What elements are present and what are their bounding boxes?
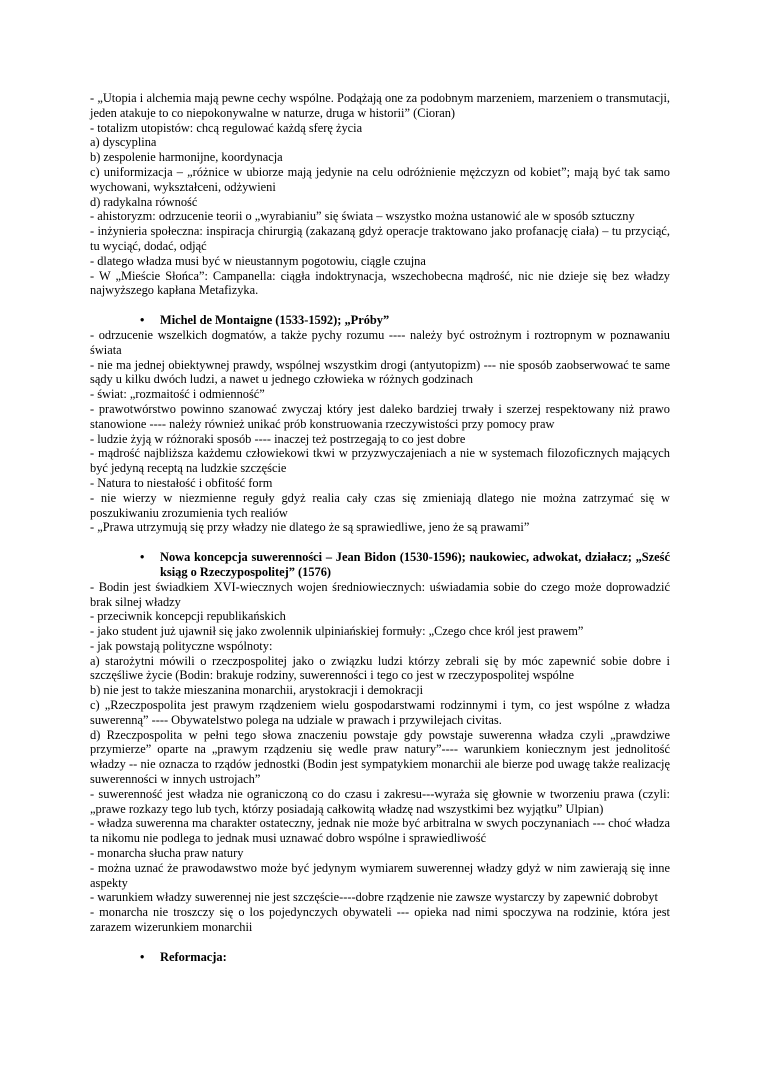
paragraph: - ludzie żyją w różnoraki sposób ---- inaczej też postrzegają to co jest dobre [90, 431, 466, 446]
paragraph: c) „Rzeczpospolita jest prawym rządzeniem wielu gospodarstwami rodzinnymi i tym, co jest wspólne z władza suwerenną” ---- Obywatelstwo polega na udziale w prawach i przywilejach civitas. [90, 698, 670, 727]
paragraph: a) starożytni mówili o rzeczpospolitej jako o związku ludzi którzy zebrali się by móc zapewnić sobie dobre i szczęśliwe życie (Bodin: brakuje rodziny, suwerenności i tego co jest w rzeczypospolitej wspólne [90, 653, 670, 683]
paragraph: - prawotwórstwo powinno szanować zwyczaj który jest daleko bardziej trwały i szerzej respektowany niż prawo stanowione ---- należy również unikać prób konstruowania rzeczywistości przy pomocy praw [90, 401, 670, 431]
paragraph: - „Utopia i alchemia mają pewne cechy wspólne. Podążają one za podobnym marzeniem, marzeniem o transmutacji, jeden atakuje to co niepokonywalne w naturze, druga w historii” (Cioran) [90, 91, 670, 120]
section-heading [90, 550, 670, 580]
paragraph: - W „Mieście Słońca”: Campanella: ciągła indoktrynacja, wszechobecna mądrość, nic nie dzieje się bez władzy najwyższego kapłana Metafizyka. [90, 268, 670, 298]
paragraph: b) zespolenie harmonijne, koordynacja [90, 150, 283, 165]
heading-text: Reformacja: [160, 949, 227, 964]
paragraph: - suwerenność jest władza nie ograniczoną co do czasu i zakresu---wyraża się głownie w tworzeniu prawa (czyli: „prawe rozkazy tego lub tych, którzy posiadają całkowitą władzę nad wszystkimi bez wyjątku” Ulpian) [90, 786, 670, 816]
section-montaigne [90, 313, 670, 535]
paragraph: - nie wierzy w niezmienne reguły gdyż realia cały czas się zmieniają dlatego nie można zatrzymać się w poszukiwaniu zrozumienia tych realiów [90, 490, 670, 520]
paragraph: - „Prawa utrzymują się przy władzy nie dlatego że są sprawiedliwe, jeno że są prawami” [90, 520, 530, 535]
paragraph: - Natura to niestałość i obfitość form [90, 475, 273, 490]
paragraph: d) radykalna równość [90, 194, 198, 209]
paragraph: - jako student już ujawnił się jako zwolennik ulpiniańskiej formuły: „Czego chce król jest prawem” [90, 624, 584, 639]
paragraph: - dlatego władza musi być w nieustannym pogotowiu, ciągle czujna [90, 253, 426, 268]
bullet-icon: • [140, 313, 145, 328]
paragraph: - inżynieria społeczna: inspiracja chirurgią (zakazaną gdyż operacje traktowano jako profanację ciała) – tu przyciąć, tu wyciąć, dodać, odjąć [90, 224, 670, 253]
section-bodin [90, 550, 670, 935]
paragraph: a) dyscyplina [90, 135, 157, 150]
paragraph: - monarcha nie troszczy się o los pojedynczych obywateli --- opieka nad nimi spoczywa na rodzinie, która jest zarazem wizerunkiem monarchii [90, 905, 670, 935]
paragraph: - warunkiem władzy suwerennej nie jest szczęście----dobre rządzenie nie zawsze wystarczy by zapewnić dobrobyt [90, 890, 658, 905]
paragraph: - mądrość najbliższa każdemu człowiekowi tkwi w przyzwyczajeniach a nie w systemach filozoficznych mających być jedyną receptą na ludzkie szczęście [90, 446, 670, 476]
section-heading [90, 950, 670, 965]
bullet-icon: • [140, 550, 145, 565]
bullet-icon: • [140, 949, 145, 964]
heading-text: Nowa koncepcja suwerenności – Jean Bidon (1530-1596); naukowiec, adwokat, działacz; „Sześć ksiąg o Rzeczypospolitej” (1576) [160, 550, 670, 579]
paragraph: b) nie jest to także mieszanina monarchii, arystokracji i demokracji [90, 683, 424, 698]
paragraph: - jak powstają polityczne wspólnoty: [90, 638, 273, 653]
paragraph: - nie ma jednej obiektywnej prawdy, wspólnej wszystkim drogi (antyutopizm) --- nie sposób zaobserwować te same sądy u kilku dwóch ludzi, a nawet u jednego człowieka w różnych godzinach [90, 357, 670, 387]
paragraph: - odrzucenie wszelkich dogmatów, a także pychy rozumu ---- należy być ostrożnym i roztropnym w poznawaniu świata [90, 327, 670, 357]
heading-text: Michel de Montaigne (1533-1592); „Próby” [160, 313, 390, 328]
section-reformacja [90, 950, 670, 965]
paragraph: d) Rzeczpospolita w pełni tego słowa znaczeniu powstaje gdy powstaje suwerenna władza czyli „prawdziwe przymierze” oparte na „prawym rządzeniu się wedle praw natury”---- warunkiem koniecznym jest jednolitość władzy -- nie oznacza to rządów jednostki (Bodin jest sympatykiem monarchii ale bierze pod uwagę także realizację suwerenności w innych ustrojach” [90, 727, 670, 787]
paragraph: - świat: „rozmaitość i odmienność” [90, 387, 265, 402]
section-heading [90, 313, 670, 328]
paragraph: - władza suwerenna ma charakter ostateczny, jednak nie może być arbitralna w swych poczynaniach --- choć władza ta nikomu nie podlega to jednak musi uznawać dobro wspólne i sprawiedliwość [90, 816, 670, 846]
paragraph: c) uniformizacja – „różnice w ubiorze mają jedynie na celu odróżnienie mężczyzn od kobiet”; mają być tak samo wychowani, wykształceni, odżywieni [90, 164, 670, 194]
paragraph: - totalizm utopistów: chcą regulować każdą sferę życia [90, 120, 363, 135]
document-page [90, 91, 670, 965]
paragraph: - ahistoryzm: odrzucenie teorii o „wyrabianiu” się świata – wszystko można ustanowić ale w sposób sztuczny [90, 209, 635, 224]
paragraph: - można uznać że prawodawstwo może być jedynym wymiarem suwerennej władzy gdyż w nim zawierają się inne aspekty [90, 860, 670, 890]
paragraph: - przeciwnik koncepcji republikańskich [90, 609, 286, 624]
paragraph: - Bodin jest świadkiem XVI-wiecznych wojen średniowiecznych: uświadamia sobie do czego może doprowadzić brak silnej władzy [90, 579, 670, 609]
paragraph: - monarcha słucha praw natury [90, 846, 244, 861]
section-utopia [90, 91, 670, 298]
